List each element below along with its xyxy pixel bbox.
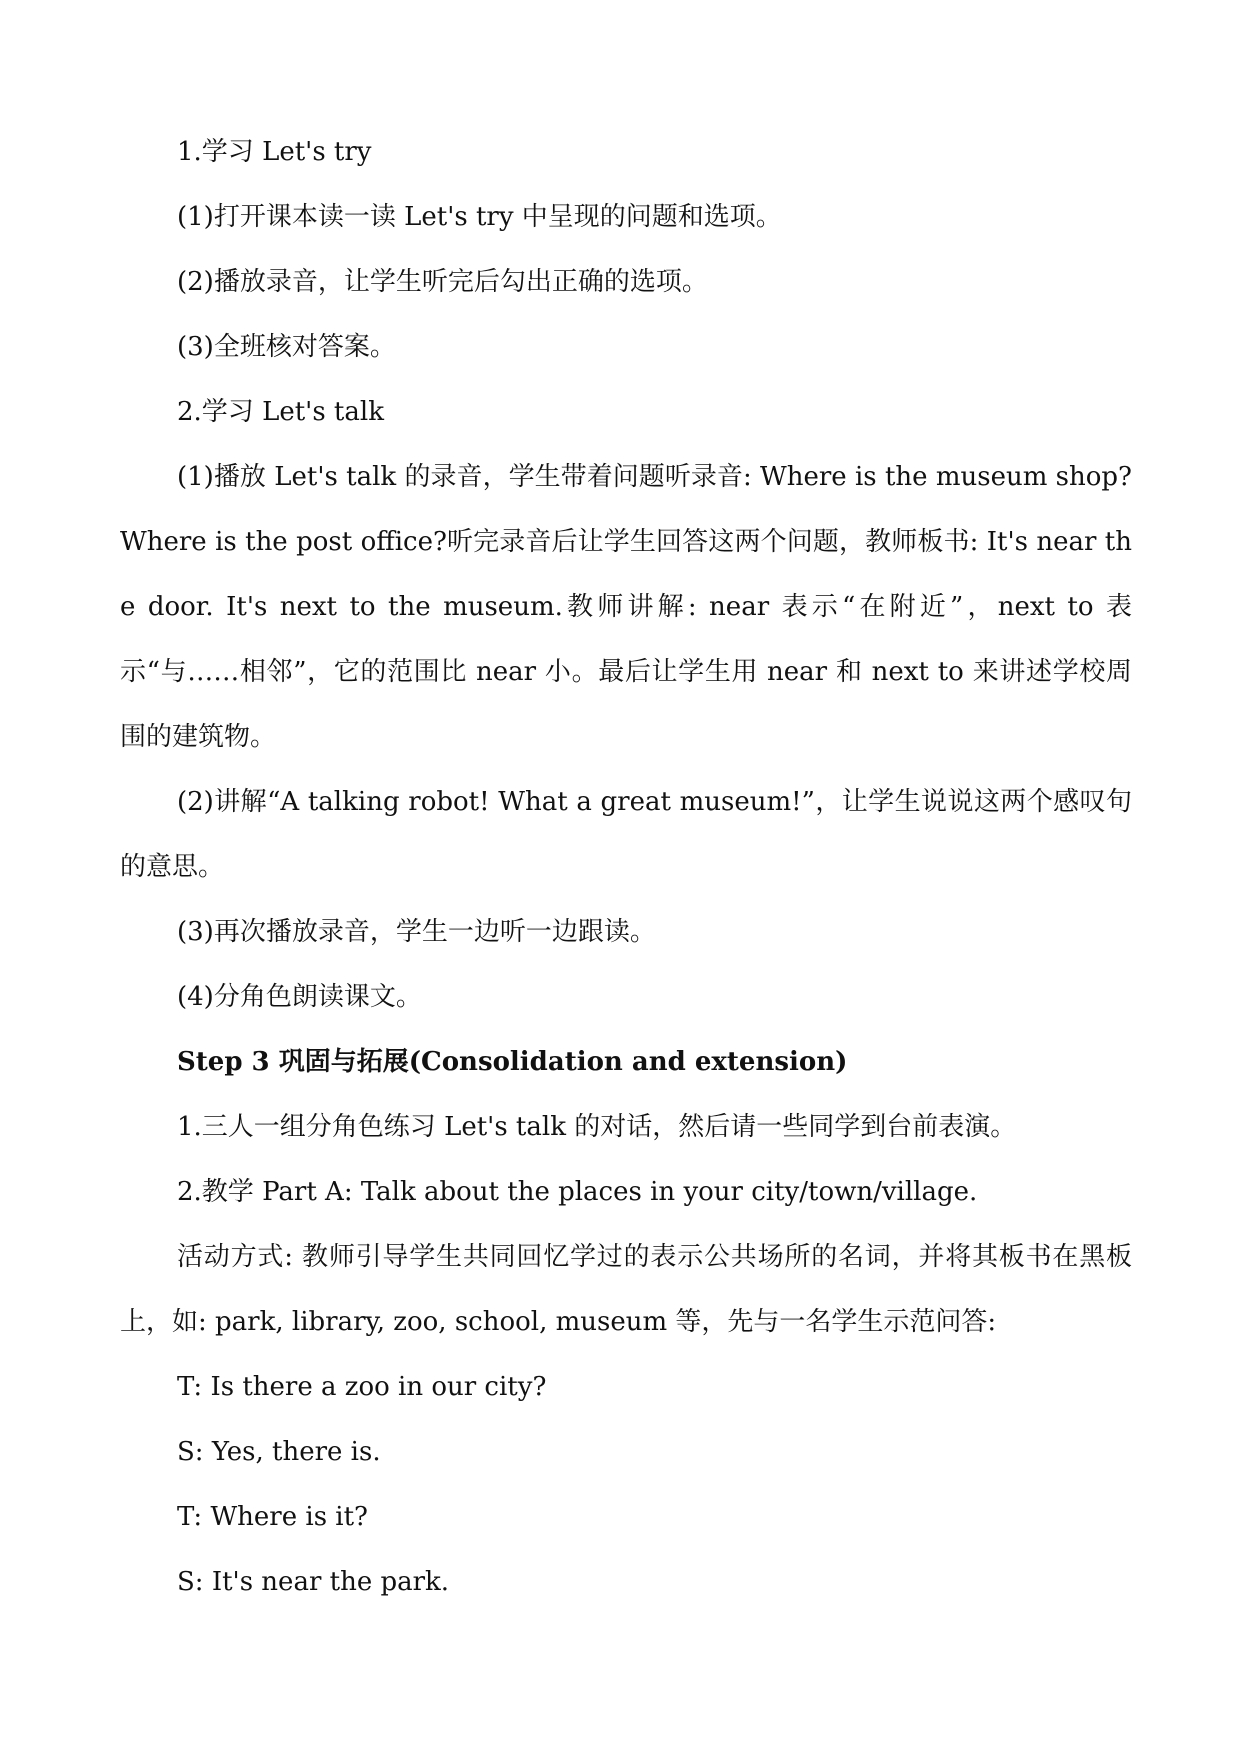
- document-body: [120, 120, 1132, 1615]
- step-play-recording: (2)播放录音，让学生听完后勾出正确的选项。: [177, 267, 708, 297]
- step-explain-exclamations: (2)讲解“A talking robot! What a great museum!”，让学生说说这两个感叹句的意思。: [120, 787, 1132, 882]
- activity-description: 活动方式: 教师引导学生共同回忆学过的表示公共场所的名词，并将其板书在黑板上，如: park, library, zoo, school, museum 等，先与一名学生示范问答:: [120, 1242, 1132, 1337]
- step-talk-recording: (1)播放 Let's talk 的录音，学生带着问题听录音: Where is the museum shop? Where is the post office?听完录音后让学生回答这两个问题，教师板书: It's near the door. It's next to the museum.教师讲解: near 表示“在附近”，next to 表示“与……相邻”，它的范围比 near 小。最后让学生用 near 和 next to 来讲述学校周围的建筑物。: [120, 462, 1132, 752]
- step-part-a: 2.教学 Part A: Talk about the places in your city/town/village.: [177, 1177, 978, 1207]
- dialogue-line: T: Is there a zoo in our city?: [177, 1372, 547, 1402]
- heading-lets-talk: 2.学习 Let's talk: [177, 397, 384, 427]
- step-open-book: (1)打开课本读一读 Let's try 中呈现的问题和选项。: [177, 202, 782, 232]
- dialogue-line: S: Yes, there is.: [177, 1437, 381, 1467]
- step-read-along: (3)再次播放录音，学生一边听一边跟读。: [177, 917, 656, 947]
- dialogue-line: T: Where is it?: [177, 1502, 369, 1532]
- step-role-reading: (4)分角色朗读课文。: [177, 982, 422, 1012]
- heading-lets-try: 1.学习 Let's try: [177, 137, 372, 167]
- step-check-answers: (3)全班核对答案。: [177, 332, 396, 362]
- dialogue-line: S: It's near the park.: [177, 1567, 450, 1597]
- step-group-practice: 1.三人一组分角色练习 Let's talk 的对话，然后请一些同学到台前表演。: [177, 1112, 1017, 1142]
- section-heading-step3: Step 3 巩固与拓展(Consolidation and extension): [177, 1047, 848, 1077]
